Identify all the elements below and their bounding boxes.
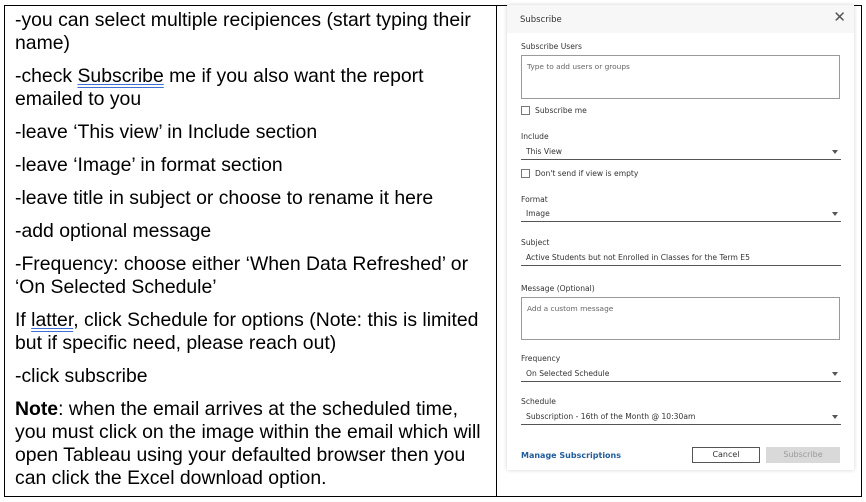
subscribe-me-label: Subscribe me bbox=[535, 106, 587, 115]
table-divider bbox=[496, 6, 497, 496]
instruction-click-subscribe: -click subscribe bbox=[15, 365, 148, 387]
message-placeholder: Add a custom message bbox=[527, 304, 614, 313]
message-input[interactable] bbox=[521, 297, 840, 340]
note-label: Note bbox=[15, 398, 59, 420]
include-select[interactable] bbox=[521, 146, 841, 160]
subject-label: Subject bbox=[521, 238, 550, 247]
cancel-button[interactable]: Cancel bbox=[692, 447, 760, 463]
schedule-select[interactable] bbox=[521, 411, 841, 425]
instruction-subscribe-me bbox=[15, 65, 493, 111]
include-label: Include bbox=[521, 132, 549, 141]
format-value: Image bbox=[526, 209, 550, 218]
instruction-format: -leave ‘Image’ in format section bbox=[15, 154, 283, 176]
subscribe-me-checkbox[interactable] bbox=[521, 106, 530, 115]
chevron-down-icon bbox=[832, 212, 838, 216]
dialog-header bbox=[507, 5, 854, 33]
check-suffix: me if you also want the report emailed to you bbox=[15, 65, 424, 110]
instruction-recipients: -you can select multiple recipiences (start typing their name) bbox=[15, 9, 471, 54]
instruction-include: -leave ‘This view’ in Include section bbox=[15, 121, 318, 143]
schedule-label: Schedule bbox=[521, 397, 556, 406]
note-text: : when the email arrives at the scheduled time, you must click on the image within the email which will open Tableau using your defaulted browser then you can click the Excel download option. bbox=[15, 398, 481, 489]
chevron-down-icon bbox=[832, 150, 838, 154]
instruction-schedule bbox=[15, 309, 493, 355]
subscribe-word: Subscribe bbox=[77, 65, 164, 87]
instruction-subject: -leave title in subject or choose to rename it here bbox=[15, 187, 434, 209]
subscribe-button[interactable]: Subscribe bbox=[766, 447, 840, 463]
chevron-down-icon bbox=[832, 415, 838, 419]
latter-word: latter bbox=[31, 309, 74, 331]
message-label: Message (Optional) bbox=[521, 284, 595, 293]
format-select[interactable] bbox=[521, 208, 841, 222]
instruction-note bbox=[15, 398, 493, 490]
subscribe-users-label: Subscribe Users bbox=[521, 42, 582, 51]
latter-prefix: If bbox=[15, 309, 32, 331]
subject-input[interactable] bbox=[521, 252, 841, 266]
frequency-label: Frequency bbox=[521, 354, 561, 363]
format-label: Format bbox=[521, 195, 548, 204]
instructions-column bbox=[15, 9, 493, 500]
frequency-select[interactable] bbox=[521, 368, 841, 382]
users-placeholder: Type to add users or groups bbox=[527, 62, 630, 71]
subscribe-dialog bbox=[507, 5, 854, 470]
instruction-message: -add optional message bbox=[15, 220, 212, 242]
include-value: This View bbox=[526, 147, 562, 156]
latter-suffix: , click Schedule for options (Note: this is limited but if specific need, please reach out) bbox=[15, 309, 479, 354]
manage-subscriptions-link[interactable]: Manage Subscriptions bbox=[521, 451, 622, 460]
check-prefix: -check bbox=[15, 65, 78, 87]
dialog-title: Subscribe bbox=[520, 15, 562, 25]
schedule-value: Subscription - 16th of the Month @ 10:30am bbox=[526, 412, 696, 421]
close-icon[interactable]: ✕ bbox=[833, 8, 846, 26]
dont-send-checkbox[interactable] bbox=[521, 169, 530, 178]
subject-value: Active Students but not Enrolled in Classes for the Term E5 bbox=[526, 253, 750, 262]
users-input[interactable] bbox=[521, 55, 840, 99]
instruction-frequency: -Frequency: choose either ‘When Data Refreshed’ or ‘On Selected Schedule’ bbox=[15, 253, 469, 298]
chevron-down-icon bbox=[832, 372, 838, 376]
frequency-value: On Selected Schedule bbox=[526, 369, 610, 378]
dont-send-label: Don't send if view is empty bbox=[535, 169, 639, 178]
